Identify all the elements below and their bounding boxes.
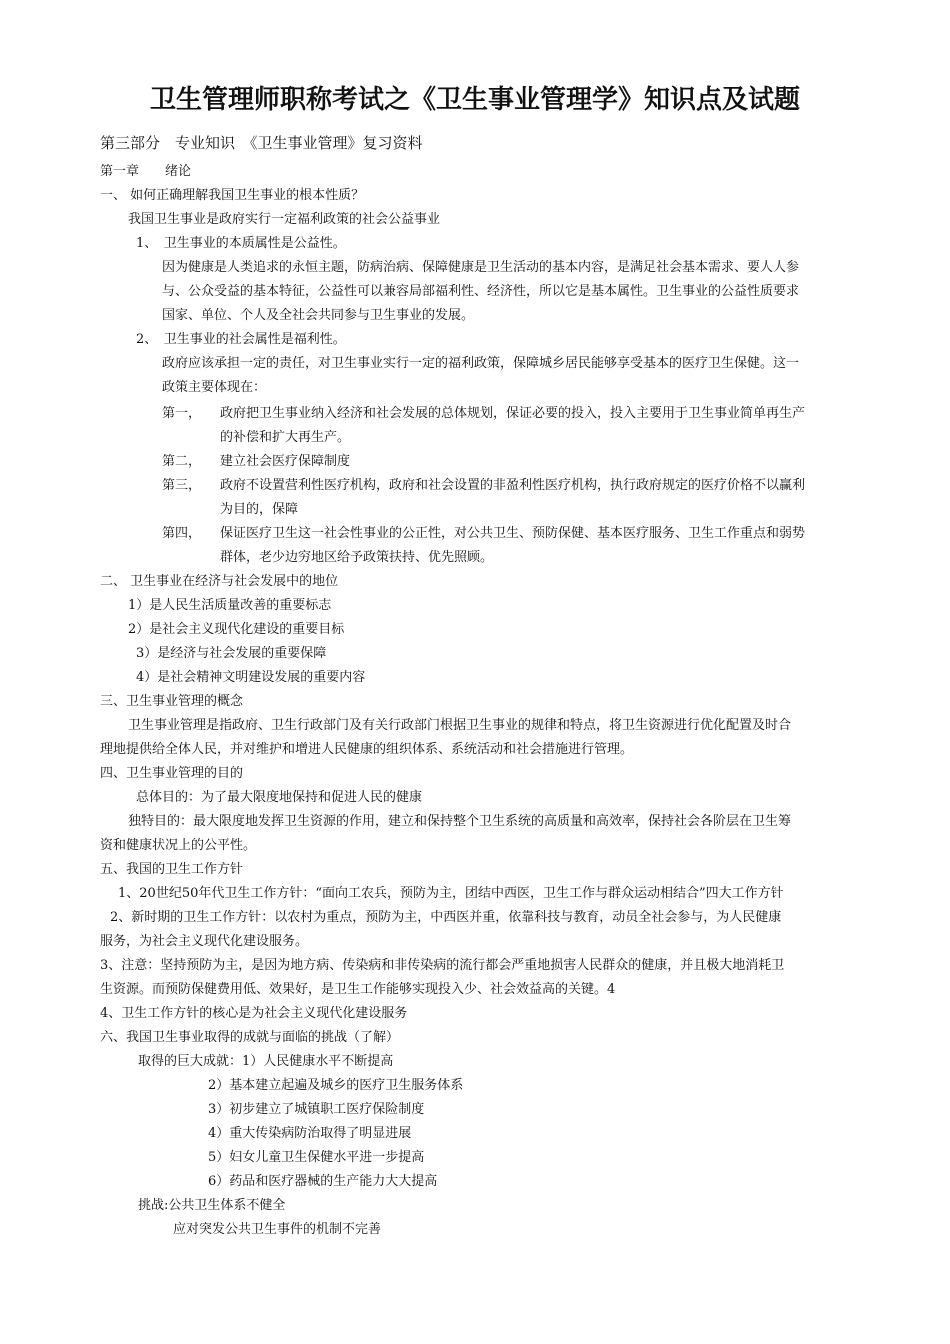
policy-item-text: 政府把卫生事业纳入经济和社会发展的总体规划，保证必要的投入，投入主要用于卫生事业简单再生产 — [220, 406, 806, 421]
policy-item-label: 第三， — [162, 478, 202, 493]
list-item: 2）是社会主义现代化建设的重要目标 — [128, 622, 345, 637]
list-item: 3）是经济与社会发展的重要保障 — [136, 646, 327, 661]
paragraph-line: 卫生事业管理是指政府、卫生行政部门及有关行政部门根据卫生事业的规律和特点，将卫生资源进行优化配置及时合 — [128, 718, 792, 733]
paragraph-line: 3、注意：坚持预防为主，是因为地方病、传染病和非传染病的流行都会严重地损害人民群众的健康，并且极大地消耗卫 — [100, 958, 785, 973]
policy-item-text: 的补偿和扩大再生产。 — [220, 430, 351, 445]
achievement-item: 取得的巨大成就：1）人民健康水平不断提高 — [138, 1054, 394, 1069]
paragraph-line: 资和健康状况上的公平性。 — [100, 838, 257, 853]
part-subtitle: 第三部分 专业知识 《卫生事业管理》复习资料 — [100, 134, 423, 152]
point-2-heading: 2、 卫生事业的社会属性是福利性。 — [136, 332, 346, 347]
section-6-heading: 六、我国卫生事业取得的成就与面临的挑战（了解） — [100, 1030, 400, 1045]
section-1-heading: 一、 如何正确理解我国卫生事业的根本性质？ — [100, 188, 365, 203]
achievement-item: 2）基本建立起遍及城乡的医疗卫生服务体系 — [208, 1078, 464, 1093]
point-2-text-line: 政府应该承担一定的责任，对卫生事业实行一定的福利政策，保障城乡居民能够享受基本的医疗卫生保健。这一 — [162, 356, 800, 371]
policy-item-label: 第四， — [162, 526, 202, 541]
point-1-text-line: 国家、单位、个人及全社会共同参与卫生事业的发展。 — [162, 308, 475, 323]
policy-item-label: 第一， — [162, 406, 202, 421]
achievement-item: 5）妇女儿童卫生保健水平进一步提高 — [208, 1150, 425, 1165]
paragraph-line: 服务，为社会主义现代化建设服务。 — [100, 934, 309, 949]
policy-item-text: 为目的，保障 — [220, 502, 299, 517]
paragraph-line: 1、20世纪50年代卫生工作方针：“面向工农兵，预防为主，团结中西医，卫生工作与群众运动相结合”四大工作方针 — [118, 886, 784, 901]
chapter-heading: 第一章 绪论 — [100, 164, 192, 179]
list-item: 1）是人民生活质量改善的重要标志 — [128, 598, 332, 613]
policy-item-text: 群体，老少边穷地区给予政策扶持、优先照顾。 — [220, 550, 494, 565]
point-2-text-line: 政策主要体现在： — [162, 380, 267, 395]
achievement-item: 4）重大传染病防治取得了明显进展 — [208, 1126, 412, 1141]
section-4-heading: 四、卫生事业管理的目的 — [100, 766, 244, 781]
paragraph-line: 2、新时期的卫生工作方针：以农村为重点，预防为主，中西医并重，依靠科技与教育，动员全社会参与，为人民健康 — [110, 910, 782, 925]
paragraph-line: 独特目的：最大限度地发挥卫生资源的作用，建立和保持整个卫生系统的高质量和高效率，保持社会各阶层在卫生筹 — [128, 814, 792, 829]
challenge-item: 应对突发公共卫生事件的机制不完善 — [173, 1222, 382, 1237]
paragraph-line: 生资源。而预防保健费用低、效果好，是卫生工作能够实现投入少、社会效益高的关键。4 — [100, 982, 616, 997]
point-1-heading: 1、 卫生事业的本质属性是公益性。 — [136, 236, 346, 251]
achievement-item: 6）药品和医疗器械的生产能力大大提高 — [208, 1174, 438, 1189]
section-5-heading: 五、我国的卫生工作方针 — [100, 862, 244, 877]
section-3-heading: 三、卫生事业管理的概念 — [100, 694, 244, 709]
policy-item-text: 保证医疗卫生这一社会性事业的公正性，对公共卫生、预防保健、基本医疗服务、卫生工作重点和弱势 — [220, 526, 806, 541]
list-item: 4）是社会精神文明建设发展的重要内容 — [136, 670, 366, 685]
point-1-text-line: 因为健康是人类追求的永恒主题，防病治病、保障健康是卫生活动的基本内容，是满足社会基本需求、要人人参 — [162, 260, 800, 275]
paragraph-line: 总体目的：为了最大限度地保持和促进人民的健康 — [136, 790, 423, 805]
section-1-intro: 我国卫生事业是政府实行一定福利政策的社会公益事业 — [128, 212, 441, 227]
section-2-heading: 二、 卫生事业在经济与社会发展中的地位 — [100, 574, 339, 589]
policy-item-text: 建立社会医疗保障制度 — [220, 454, 351, 469]
policy-item-text: 政府不设置营利性医疗机构，政府和社会设置的非盈利性医疗机构，执行政府规定的医疗价格不以赢利 — [220, 478, 806, 493]
document-title: 卫生管理师职称考试之《卫生事业管理学》知识点及试题 — [149, 85, 800, 115]
achievement-item: 3）初步建立了城镇职工医疗保险制度 — [208, 1102, 425, 1117]
paragraph-line: 理地提供给全体人民，并对维护和增进人民健康的组织体系、系统活动和社会措施进行管理。 — [100, 742, 634, 757]
paragraph-line: 4、卫生工作方针的核心是为社会主义现代化建设服务 — [100, 1006, 408, 1021]
point-1-text-line: 与、公众受益的基本特征，公益性可以兼容局部福利性、经济性，所以它是基本属性。卫生事业的公益性质要求 — [162, 284, 800, 299]
challenge-item: 挑战:公共卫生体系不健全 — [138, 1198, 286, 1213]
policy-item-label: 第二， — [162, 454, 202, 469]
